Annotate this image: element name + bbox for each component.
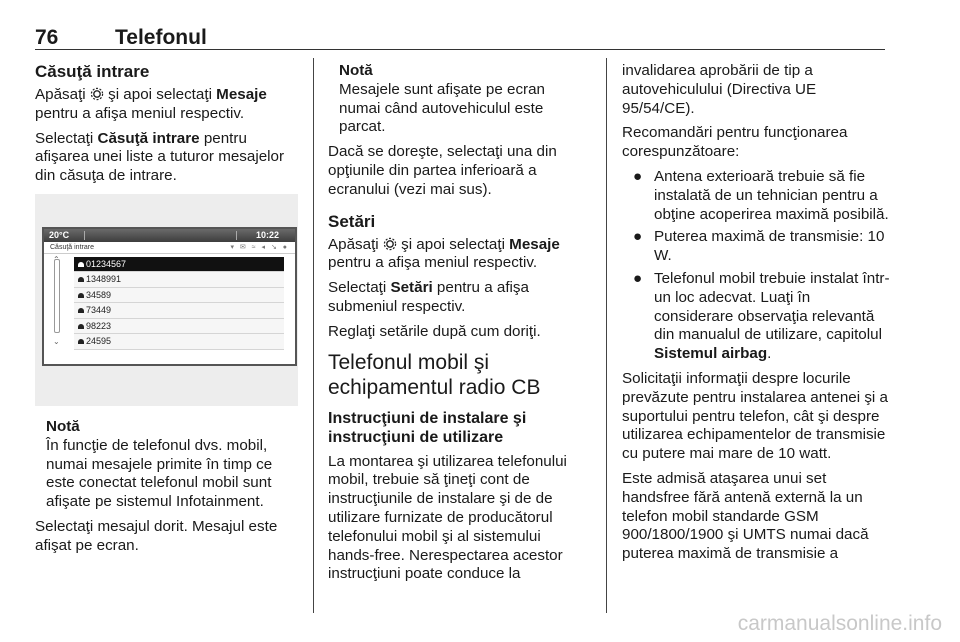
paragraph bbox=[35, 86, 303, 124]
screen-temperature: 20°C bbox=[49, 229, 70, 240]
message-sender: 34589 bbox=[86, 289, 112, 300]
screen-subtitle-bar bbox=[44, 242, 295, 254]
message-row bbox=[74, 272, 284, 288]
message-icon bbox=[78, 339, 84, 344]
paragraph: Reglaţi setările după cum doriţi. bbox=[328, 322, 541, 340]
bullet-icon: ● bbox=[633, 269, 643, 287]
watermark: carmanualsonline.info bbox=[737, 612, 942, 635]
text: Apăsaţi bbox=[35, 86, 90, 103]
list-item bbox=[622, 270, 890, 364]
message-row bbox=[74, 334, 284, 350]
paragraph: Dacă se doreşte, selectaţi una din opţiunile din partea inferioară a ecranului (vezi mai sus). bbox=[328, 143, 557, 198]
divider bbox=[236, 231, 237, 240]
note-title: Notă bbox=[339, 62, 373, 79]
menu-term: Căsuţă intrare bbox=[97, 129, 200, 147]
paragraph: Recomandări pentru funcţionarea corespunzătoare: bbox=[622, 124, 848, 161]
message-sender: 98223 bbox=[86, 320, 112, 331]
paragraph bbox=[35, 130, 303, 186]
note-text: În funcţie de telefonul dvs. mobil, numai mesajele primite în timp ce este conectat telefonul mobil sunt afişate pe sistemul Infotainment. bbox=[46, 436, 273, 511]
section-heading-mobile-phone: Telefonul mobil şi echipamentul radio CB bbox=[328, 350, 541, 399]
message-icon bbox=[78, 308, 84, 313]
note-box bbox=[328, 62, 586, 137]
text: Selectaţi bbox=[35, 129, 98, 147]
page-number: 76 bbox=[35, 26, 59, 49]
paragraph: invalidarea aprobării de tip a autovehiculului (Directiva UE 95/54/CE). bbox=[622, 62, 817, 117]
menu-term: Mesaje bbox=[509, 235, 560, 253]
screen-status-bar bbox=[44, 229, 295, 242]
message-list bbox=[74, 257, 284, 350]
text: şi apoi selectaţi bbox=[396, 235, 510, 253]
section-heading-settings: Setări bbox=[328, 211, 376, 231]
inbox-screenshot-figure bbox=[35, 194, 298, 406]
menu-term: Setări bbox=[390, 279, 433, 297]
scrollbar bbox=[54, 259, 60, 333]
bullet-icon: ● bbox=[633, 167, 643, 185]
note-text: Mesajele sunt afişate pe ecran numai când autovehiculul este parcat. bbox=[339, 80, 545, 136]
message-sender: 73449 bbox=[86, 305, 112, 316]
text: Selectaţi bbox=[328, 279, 391, 297]
status-icons: ▾ ✉ ≈ ◂ ↘ ● bbox=[230, 243, 289, 251]
text: . bbox=[767, 345, 772, 363]
list-item bbox=[622, 228, 890, 266]
scroll-up-icon: ⌃ bbox=[53, 254, 60, 264]
settings-gear-icon bbox=[90, 87, 104, 101]
section-heading-inbox: Căsuţă intrare bbox=[35, 62, 150, 81]
subsection-heading: Instrucţiuni de instalare şi instrucţiuni de utilizare bbox=[328, 409, 527, 446]
list-item-text: Antena exterioară trebuie să fie instalată de un tehnician pentru a obţine acoperirea maximă posibilă. bbox=[654, 167, 889, 223]
column-3 bbox=[622, 62, 890, 570]
bullet-icon: ● bbox=[633, 228, 643, 246]
text: pentru afişarea unei liste a tuturor mesajelor din căsuţa de intrare. bbox=[35, 129, 285, 185]
settings-gear-icon bbox=[383, 237, 397, 251]
menu-term: Mesaje bbox=[216, 86, 267, 103]
note-box bbox=[35, 418, 303, 512]
message-row bbox=[74, 288, 284, 304]
message-row bbox=[74, 319, 284, 335]
list-item-text: Puterea maximă de transmisie: 10 W. bbox=[654, 228, 885, 265]
screen-time: 10:22 bbox=[255, 229, 279, 240]
text: pentru a afişa meniul respectiv. bbox=[35, 104, 245, 122]
column-1 bbox=[35, 62, 303, 562]
message-sender: 01234567 bbox=[86, 258, 127, 269]
text: pentru a afişa meniul respectiv. bbox=[328, 254, 538, 272]
paragraph: Este admisă ataşarea unui set handsfree fără antenă externă la un telefon mobil standarde GSM 900/1800/1900 şi UMTS numai dacă puterea maximă de transmisie a bbox=[622, 469, 869, 563]
paragraph: La montarea şi utilizarea telefonului mobil, trebuie să ţineţi cont de instrucţiunile de instalare şi de de utilizare furnizate de producătorul telefonului mobil şi al sistemului hands-free. Nerespectarea acestor instrucţiuni poate conduce la bbox=[328, 452, 567, 583]
text: Apăsaţi bbox=[328, 235, 383, 253]
header-rule bbox=[35, 49, 885, 50]
list-item-text: Telefonul mobil trebuie instalat într-un loc adecvat. Luaţi în considerare observaţia relevantă din manualul de utilizare, capitolul bbox=[654, 269, 890, 344]
scroll-down-icon: ⌄ bbox=[53, 336, 60, 346]
message-row bbox=[74, 303, 284, 319]
text: pentru a afişa submeniul respectiv. bbox=[328, 279, 529, 315]
message-row bbox=[74, 257, 284, 273]
paragraph bbox=[328, 236, 586, 274]
infotainment-screen bbox=[42, 227, 297, 366]
message-sender: 1348991 bbox=[86, 274, 122, 285]
message-sender: 24595 bbox=[86, 336, 112, 347]
message-icon bbox=[78, 262, 84, 267]
chapter-title: Telefonul bbox=[115, 26, 207, 49]
cross-reference: Sistemul airbag bbox=[654, 345, 768, 363]
recommendation-list bbox=[622, 168, 890, 364]
message-icon bbox=[78, 293, 84, 298]
text: şi apoi selectaţi bbox=[103, 86, 217, 103]
message-icon bbox=[78, 324, 84, 329]
screen-subtitle: Căsuţă intrare bbox=[50, 243, 94, 251]
column-2 bbox=[328, 62, 586, 590]
message-icon bbox=[78, 277, 84, 282]
note-title: Notă bbox=[46, 417, 80, 435]
column-divider bbox=[313, 58, 314, 613]
paragraph: Selectaţi mesajul dorit. Mesajul este afişat pe ecran. bbox=[35, 517, 278, 554]
paragraph: Solicitaţii informaţii despre locurile prevăzute pentru instalarea antenei şi a suportului pentru telefon, cât şi despre utilizarea echipamentelor de transmisie cu putere mai mare de 10 watt. bbox=[622, 369, 888, 463]
column-divider bbox=[606, 58, 607, 613]
divider bbox=[84, 231, 85, 240]
list-item bbox=[622, 168, 890, 224]
paragraph bbox=[328, 279, 586, 317]
page-header bbox=[35, 26, 885, 50]
